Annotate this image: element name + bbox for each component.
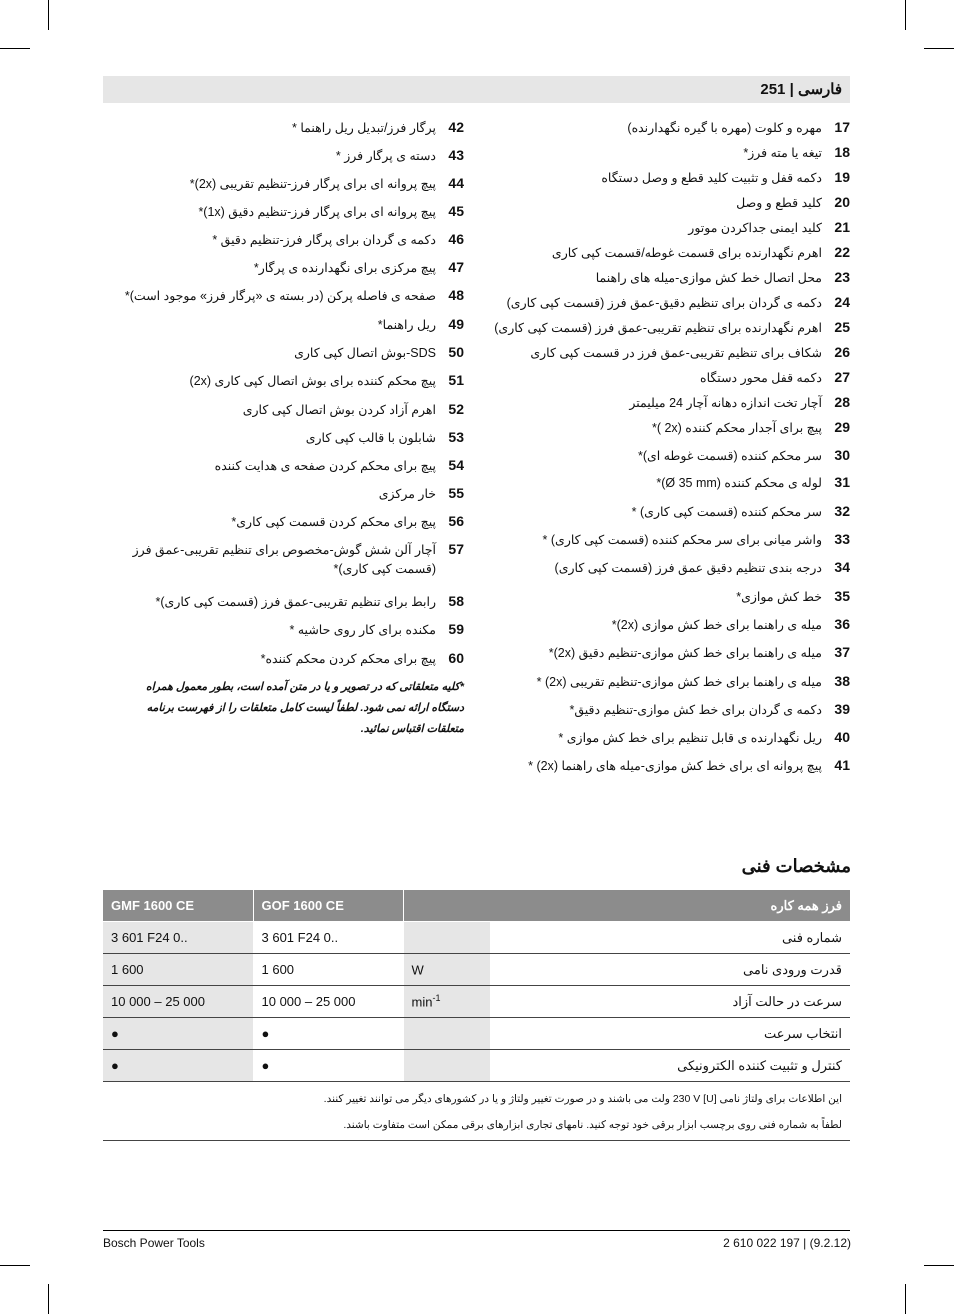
legend-text: پیچ پروانه ای برای پرگار فرز-تنظیم تقریبی (2x)* [189, 177, 436, 191]
legend-item [490, 369, 850, 389]
legend-item [490, 447, 850, 467]
legend-item [490, 244, 850, 264]
legend-text: صفحه ی فاصله پرکن (در بسته ی «پرگار فرز» موجود است)* [124, 289, 436, 303]
legend-text: تیغه یا مته فرز* [743, 146, 822, 160]
legend-text: کلید ایمنی جداکردن موتور [688, 221, 822, 235]
legend-text: خار مرکزی [378, 487, 436, 501]
legend-number: 51 [448, 372, 464, 388]
legend-item [490, 419, 850, 439]
spec-unit-text: min [411, 994, 433, 1010]
legend-number: 56 [448, 513, 464, 529]
legend-item [104, 457, 464, 477]
legend-number: 21 [834, 219, 850, 235]
spec-value-col1: 10 000 – 25 000 [103, 986, 253, 1018]
legend-text: میله ی راهنما برای خط کش موازی (2x)* [611, 618, 822, 632]
legend-item [490, 701, 850, 721]
legend-item [490, 644, 850, 664]
legend-item [490, 294, 850, 314]
legend-number: 47 [448, 259, 464, 275]
legend-item [104, 593, 464, 613]
spec-value-col1: ● [103, 1018, 253, 1050]
legend-number: 52 [448, 401, 464, 417]
spec-row [103, 986, 850, 1018]
legend-item [490, 119, 850, 139]
legend-text: اهرم نگهدارنده برای قسمت غوطه/قسمت کپی کاری [551, 246, 822, 260]
legend-number: 57 [448, 541, 464, 557]
crop-mark [0, 1265, 30, 1266]
crop-mark [48, 1284, 49, 1314]
spec-label: سرعت در حالت آزاد [490, 986, 850, 1018]
legend-item [490, 169, 850, 189]
spec-unit [403, 922, 490, 954]
spec-unit [403, 986, 490, 1018]
spec-unit-text: W [411, 962, 424, 978]
legend-item [104, 485, 464, 505]
legend-item [490, 503, 850, 523]
legend-number: 29 [834, 419, 850, 435]
spec-label: شماره فنی [490, 922, 850, 954]
spec-row [103, 1018, 850, 1050]
legend-number: 20 [834, 194, 850, 210]
legend-text: درجه بندی تنظیم دقیق عمق فرز (قسمت کپی کاری) [554, 561, 822, 575]
accessories-footnote [104, 677, 464, 740]
legend-item [490, 673, 850, 693]
crop-mark [905, 0, 906, 30]
spec-row [103, 1050, 850, 1082]
legend-text: پیچ برای محکم کردن محکم کننده* [260, 652, 436, 666]
legend-text: SDS-بوش اتصال کپی کاری [294, 346, 436, 360]
legend-item [104, 231, 464, 251]
spec-value-col1: 3 601 F24 0.. [103, 922, 253, 954]
legend-item [490, 757, 850, 777]
legend-item [104, 650, 464, 670]
spec-notes [103, 1086, 850, 1138]
legend-number: 53 [448, 429, 464, 445]
crop-mark [924, 1265, 954, 1266]
legend-number: 36 [834, 616, 850, 632]
legend-text: اهرم نگهدارنده برای تنظیم تقریبی-عمق فرز (قسمت کپی کاری) [494, 321, 822, 335]
legend-item [490, 616, 850, 636]
footer-brand: Bosch Power Tools [103, 1236, 205, 1250]
legend-item [104, 372, 464, 392]
divider [103, 1140, 850, 1141]
legend-number: 27 [834, 369, 850, 385]
spec-value-col2: 1 600 [253, 954, 403, 986]
spec-row [103, 954, 850, 986]
legend-text-continued: (قسمت کپی کاری)* [333, 562, 436, 576]
legend-item [490, 474, 850, 494]
crop-mark [924, 48, 954, 49]
spec-unit [403, 1018, 490, 1050]
legend-item [104, 316, 464, 336]
legend-number: 32 [834, 503, 850, 519]
legend-number: 48 [448, 287, 464, 303]
legend-text: دکمه ی گردان برای خط کش موازی-تنظیم دقیق* [569, 703, 822, 717]
legend-item [104, 175, 464, 195]
legend-text: پیچ پروانه ای برای خط کش موازی-میله های راهنما (2x) * [528, 759, 822, 773]
spec-value-col2: 10 000 – 25 000 [253, 986, 403, 1018]
legend-item [104, 119, 464, 139]
legend-item [490, 219, 850, 239]
legend-text: اهرم آزاد کردن بوش اتصال کپی کاری [242, 403, 436, 417]
legend-item [490, 144, 850, 164]
legend-item [490, 588, 850, 608]
legend-number: 19 [834, 169, 850, 185]
legend-item [490, 729, 850, 749]
legend-text: میله ی راهنما برای خط کش موازی-تنظیم دقیق (2x)* [548, 646, 822, 660]
legend-number: 26 [834, 344, 850, 360]
legend-text: دکمه ی گردان برای پرگار فرز-تنظیم دقیق * [212, 233, 436, 247]
legend-text: پرگار فرز/تبدیل ریل راهنما * [292, 121, 436, 135]
legend-number: 60 [448, 650, 464, 666]
footnote-line: دستگاه ارائه نمی شود. لطفاً لیست کامل متعلقات را از فهرست برنامه [146, 702, 464, 714]
legend-item [104, 203, 464, 223]
legend-number: 34 [834, 559, 850, 575]
legend-text: پیچ محکم کننده برای بوش اتصال کپی کاری (2x) [189, 374, 436, 388]
legend-number: 17 [834, 119, 850, 135]
legend-text: مهره و کلوت (مهره با گیره نگهدارنده) [627, 121, 822, 135]
spec-table [103, 890, 850, 1082]
spec-unit-exponent: -1 [432, 993, 441, 1004]
spec-header-col1: GMF 1600 CE [103, 890, 253, 922]
legend-item [104, 259, 464, 279]
spec-label: قدرت ورودی نامی [490, 954, 850, 986]
spec-row [103, 922, 850, 954]
legend-text: سر محکم کننده (قسمت کپی کاری) * [631, 505, 822, 519]
legend-item [490, 269, 850, 289]
legend-text: پیچ مرکزی برای نگهدارنده ی پرگار* [253, 261, 436, 275]
legend-item [104, 147, 464, 167]
legend-item [104, 287, 464, 307]
legend-text: مکنده برای کار روی حاشیه * [289, 623, 436, 637]
legend-number: 38 [834, 673, 850, 689]
legend-text: دکمه ی گردان برای تنظیم دقیق-عمق فرز (قسمت کپی کاری) [506, 296, 822, 310]
legend-text: میله ی راهنما برای خط کش موازی-تنظیم تقریبی (2x) * [536, 675, 822, 689]
legend-text: سر محکم کننده (قسمت غوطه ای)* [637, 449, 822, 463]
spec-header-col2: GOF 1600 CE [253, 890, 403, 922]
legend-text: پیچ پروانه ای برای پرگار فرز-تنظیم دقیق (1x)* [198, 205, 436, 219]
legend-number: 49 [448, 316, 464, 332]
legend-text: پیچ برای محکم کردن صفحه ی هدایت کننده [214, 459, 436, 473]
footnote-line: متعلقات اقتباس نمائید. [360, 723, 464, 735]
legend-item [490, 394, 850, 414]
page-header-bar [103, 76, 850, 103]
legend-number: 42 [448, 119, 464, 135]
legend-item [490, 531, 850, 551]
legend-number: 40 [834, 729, 850, 745]
legend-text: آچار آلن شش گوش-مخصوص برای تنظیم تقریبی-عمق فرز [132, 543, 436, 557]
legend-number: 45 [448, 203, 464, 219]
spec-value-col2: ● [253, 1050, 403, 1082]
legend-item [104, 401, 464, 421]
legend-text: کلید قطع و وصل [736, 196, 822, 210]
legend-number: 58 [448, 593, 464, 609]
legend-number: 33 [834, 531, 850, 547]
spec-note: این اطلاعات برای ولتاژ نامی [U] 230 V ولت می باشند و در صورت تغییر ولتاژ و یا در کشورهای دیگر می توانند تغییر کنند. [323, 1093, 842, 1105]
legend-text: شکاف برای تنظیم تقریبی-عمق فرز در قسمت کپی کاری [530, 346, 822, 360]
legend-text: ریل راهنما* [377, 318, 436, 332]
legend-number: 54 [448, 457, 464, 473]
legend-item [104, 344, 464, 364]
legend-item [490, 559, 850, 579]
legend-text: پیچ برای محکم کردن قسمت کپی کاری* [231, 515, 436, 529]
legend-number: 35 [834, 588, 850, 604]
crop-mark [905, 1284, 906, 1314]
crop-mark [0, 48, 30, 49]
legend-text: لوله ی محکم کننده (Ø 35 mm)* [656, 476, 822, 490]
footer-doc-number: 2 610 022 197 | (9.2.12) [723, 1236, 851, 1250]
legend-text: محل اتصال خط کش موازی-میله های راهنما [595, 271, 822, 285]
legend-number: 30 [834, 447, 850, 463]
legend-number: 24 [834, 294, 850, 310]
legend-number: 37 [834, 644, 850, 660]
spec-value-col2: ● [253, 1018, 403, 1050]
legend-text: شابلون با قالب کپی کاری [305, 431, 436, 445]
spec-value-col2: 3 601 F24 0.. [253, 922, 403, 954]
legend-item [104, 429, 464, 449]
legend-text: دسته ی پرگار فرز * [335, 149, 436, 163]
spec-value-col1: ● [103, 1050, 253, 1082]
legend-number: 28 [834, 394, 850, 410]
page-title: فارسی | 251 [760, 81, 842, 98]
legend-text: رابط برای تنظیم تقریبی-عمق فرز (قسمت کپی کاری)* [155, 595, 436, 609]
spec-header-row [103, 890, 850, 922]
spec-label: انتخاب سرعت [490, 1018, 850, 1050]
section-title: مشخصات فنی [741, 856, 851, 876]
legend-item [490, 319, 850, 339]
spec-value-col1: 1 600 [103, 954, 253, 986]
legend-number: 50 [448, 344, 464, 360]
spec-header-label: فرز همه کاره [490, 890, 850, 922]
legend-text: ریل نگهدارنده ی قابل تنظیم برای خط کش موازی * [558, 731, 822, 745]
legend-item [490, 344, 850, 364]
footnote-line: *کلیه متعلقاتی که در تصویر و یا در متن آمده است، بطور معمول همراه [145, 681, 464, 693]
legend-item [490, 194, 850, 214]
legend-number: 39 [834, 701, 850, 717]
spec-unit [403, 1050, 490, 1082]
spec-unit [403, 954, 490, 986]
spec-label: کنترل و تثبیت کننده الکترونیکی [490, 1050, 850, 1082]
legend-text: آچار تخت اندازه دهانه آچار 24 میلیمتر [629, 396, 822, 410]
spec-note: لطفاً به شماره فنی روی برچسب ابزار برقی خود توجه کنید. نامهای تجاری ابزارهای برقی ممکن است متفاوت باشند. [343, 1119, 842, 1131]
legend-text: خط کش موازی* [736, 590, 822, 604]
legend-item [104, 621, 464, 641]
legend-number: 46 [448, 231, 464, 247]
legend-number: 22 [834, 244, 850, 260]
legend-text: دکمه قفل و تثبیت کلید قطع و وصل دستگاه [601, 171, 822, 185]
legend-number: 41 [834, 757, 850, 773]
legend-number: 59 [448, 621, 464, 637]
legend-number: 31 [834, 474, 850, 490]
legend-number: 23 [834, 269, 850, 285]
legend-number: 55 [448, 485, 464, 501]
crop-mark [48, 0, 49, 30]
legend-text: پیچ برای آجدار محکم کننده (2x )* [651, 421, 822, 435]
legend-number: 25 [834, 319, 850, 335]
legend-text: واشر میانی برای سر محکم کننده (قسمت کپی کاری) * [542, 533, 822, 547]
legend-item [104, 513, 464, 533]
legend-number: 43 [448, 147, 464, 163]
legend-number: 18 [834, 144, 850, 160]
legend-number: 44 [448, 175, 464, 191]
divider [103, 1230, 850, 1231]
spec-header-unit [403, 890, 490, 922]
legend-item [104, 541, 464, 576]
legend-text: دکمه قفل محور دستگاه [700, 371, 822, 385]
